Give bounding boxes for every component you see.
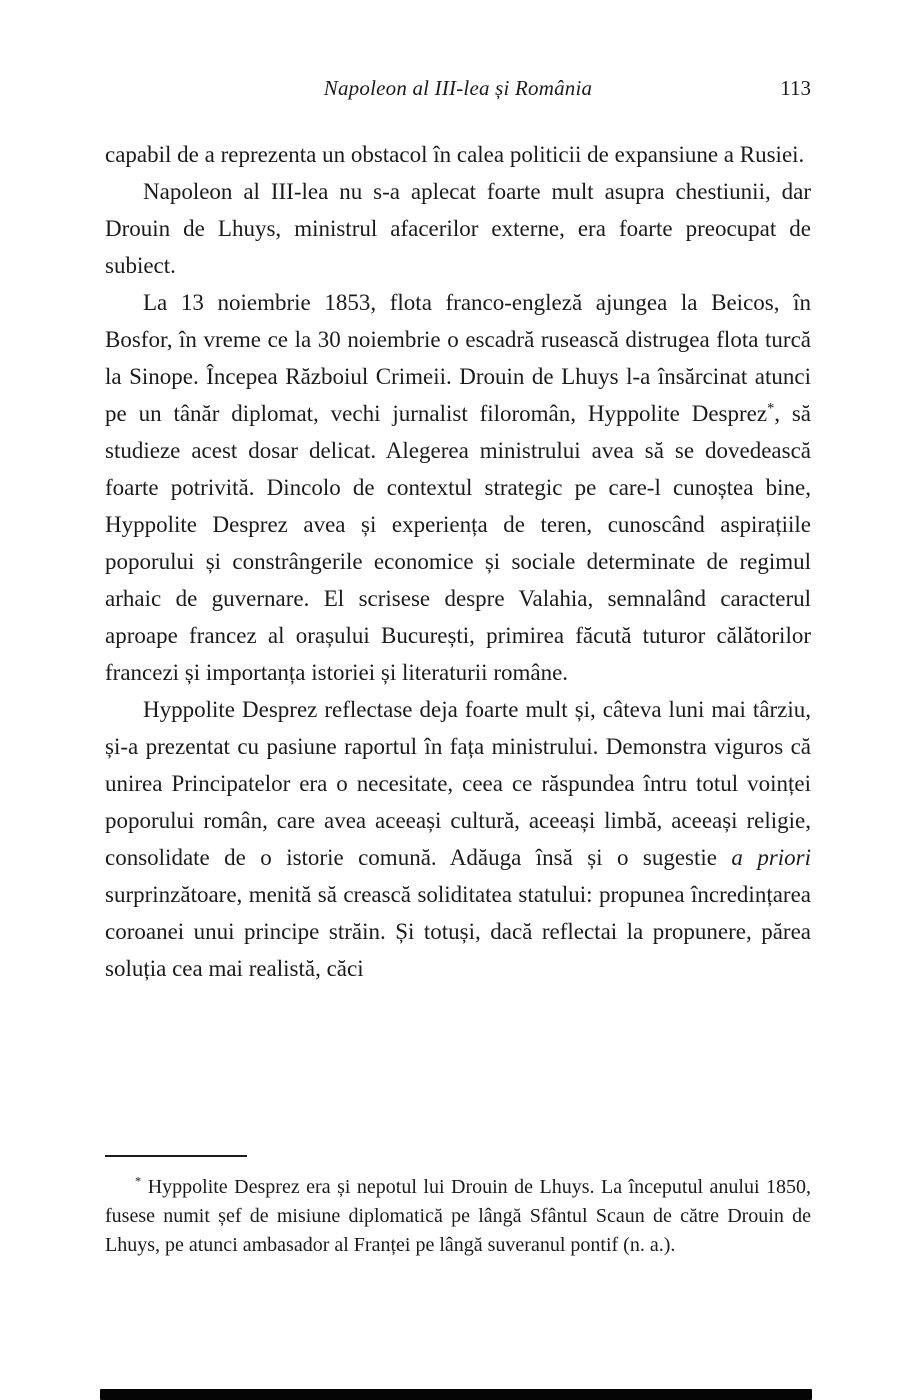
footnote-area <box>105 1155 811 1260</box>
paragraph: Napoleon al III-lea nu s-a aplecat foarte mult asupra chestiunii, dar Drouin de Lhuys, ministrul afacerilor externe, era foarte preocupat de subiect. <box>105 179 811 278</box>
paragraph-text: La 13 noiembrie 1853, flota franco-engleză ajungea la Beicos, în Bosfor, în vreme ce la 30 noiembrie o escadră rusească distrugea flota turcă la Sinope. Începea Războiul Crimeii. Drouin de Lhuys l-a însărcinat atunci pe un tânăr diplomat, vechi jurnalist filoromân, Hyppolite Desprez <box>105 290 811 426</box>
page-header <box>105 76 811 101</box>
footnote-marker-inline: * <box>767 400 775 417</box>
paragraph <box>105 691 811 987</box>
italic-phrase: a priori <box>731 845 812 870</box>
page-number: 113 <box>780 76 811 100</box>
paragraph-continuation: capabil de a reprezenta un obstacol în calea politicii de expansiune a Rusiei. <box>105 142 805 167</box>
footnote-text: Hyppolite Desprez era și nepotul lui Drouin de Lhuys. La începutul anului 1850, fusese numit șef de misiune diplomatică pe lângă Sfântul Scaun de către Drouin de Lhuys, pe atunci ambasador al Franței pe lângă suveranul pontif (n. a.). <box>105 1176 811 1256</box>
paragraph-text: Hyppolite Desprez reflectase deja foarte mult și, câteva luni mai târziu, și-a prezentat cu pasiune raportul în fața ministrului. Demonstra viguros că unirea Principatelor era o necesitate, ceea ce răspundea întru totul voinței poporului român, care avea aceeași cultură, aceeași limbă, aceeași religie, consolidate de o istorie comună. Adăuga însă și o sugestie <box>105 697 811 870</box>
paragraph <box>105 284 811 691</box>
footnote-rule <box>105 1155 247 1157</box>
footnote-marker: * <box>135 1174 142 1189</box>
body-text <box>105 136 811 987</box>
footnote <box>105 1173 811 1260</box>
running-title: Napoleon al III-lea și România <box>323 76 593 100</box>
paragraph-text: surprinzătoare, menită să crească soliditatea statului: propunea încredințarea coroanei unui principe străin. Și totuși, dacă reflectai la propunere, părea soluția cea mai realistă, căci <box>105 882 811 981</box>
cropped-text-bar <box>100 1389 812 1400</box>
paragraph-text: , să studieze acest dosar delicat. Alegerea ministrului avea să se dovedească foarte potrivită. Dincolo de contextul strategic pe care-l cunoștea bine, Hyppolite Desprez avea și experiența de teren, cunoscând aspirațiile poporului și constrângerile economice și sociale determinate de regimul arhaic de guvernare. El scrisese despre Valahia, semnalând caracterul aproape francez al orașului București, primirea făcută tuturor călătorilor francezi și importanța istoriei și literaturii române. <box>105 401 811 685</box>
